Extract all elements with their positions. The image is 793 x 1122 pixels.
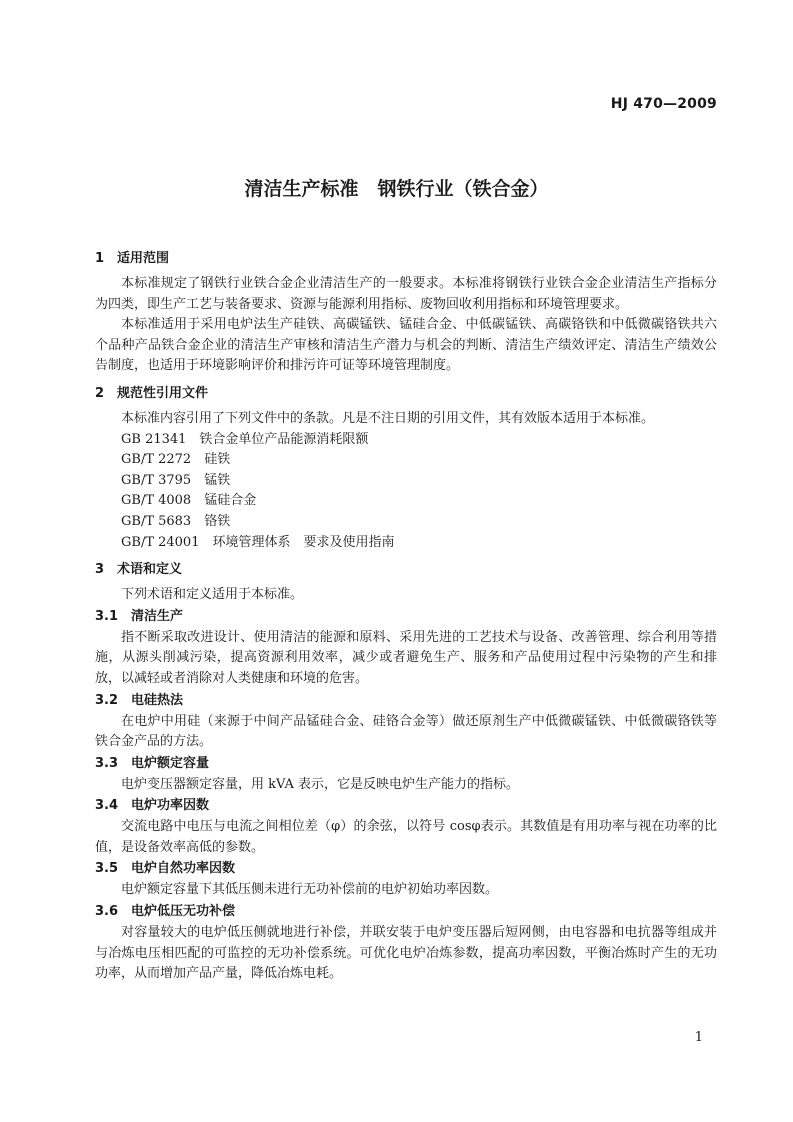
term-heading-cleaner-production: 3.1 清洁生产 <box>95 608 184 624</box>
section-heading-normative-references: 2 规范性引用文件 <box>95 385 209 401</box>
document-body <box>95 246 717 985</box>
term-definition: 电炉变压器额定容量，用 kVA 表示，它是反映电炉生产能力的指标。 <box>121 776 520 792</box>
paragraph: 本标准适用于采用电炉法生产硅铁、高碳锰铁、锰硅合金、中低碳锰铁、高碳铬铁和中低微碳铬铁共六个品种产品铁合金企业的清洁生产审核和清洁生产潜力与机会的判断、清洁生产绩效评定、清洁生产绩效公告制度，也适用于环境影响评价和排污许可证等环境管理制度。 <box>95 317 717 374</box>
reference-item: GB/T 2272 硅铁 <box>121 452 231 468</box>
term-definition: 对容量较大的电炉低压侧就地进行补偿，并联安装于电炉变压器后短网侧，由电容器和电抗器等组成并与冶炼电压相匹配的可监控的无功补偿系统。可优化电炉冶炼参数，提高功率因数，平衡冶炼时产生的无功功率，从而增加产品产量，降低冶炼电耗。 <box>95 925 717 982</box>
paragraph: 本标准规定了钢铁行业铁合金企业清洁生产的一般要求。本标准将钢铁行业铁合金企业清洁生产指标分为四类，即生产工艺与装备要求、资源与能源利用指标、废物回收利用指标和环境管理要求。 <box>95 276 717 312</box>
term-definition: 指不断采取改进设计、使用清洁的能源和原料、采用先进的工艺技术与设备、改善管理、综合利用等措施，从源头削减污染，提高资源利用效率，减少或者避免生产、服务和产品使用过程中污染物的产生和排放，以减轻或者消除对人类健康和环境的危害。 <box>95 629 717 686</box>
reference-item: GB/T 4008 锰硅合金 <box>121 493 257 509</box>
document-title: 清洁生产标准 钢铁行业（铁合金） <box>244 178 549 200</box>
term-definition: 电炉额定容量下其低压侧未进行无功补偿前的电炉初始功率因数。 <box>121 882 499 898</box>
term-heading-rated-capacity: 3.3 电炉额定容量 <box>95 755 210 771</box>
paragraph: 本标准内容引用了下列文件中的条款。凡是不注日期的引用文件，其有效版本适用于本标准。 <box>121 410 655 426</box>
reference-item: GB 21341 铁合金单位产品能源消耗限额 <box>121 431 369 447</box>
term-definition: 交流电路中电压与电流之间相位差（φ）的余弦，以符号 cosφ表示。其数值是有用功率与视在功率的比值，是设备效率高低的参数。 <box>95 819 717 855</box>
term-heading-reactive-compensation: 3.6 电炉低压无功补偿 <box>95 904 236 920</box>
standard-number: HJ 470—2009 <box>610 96 717 112</box>
page-number: 1 <box>694 1030 703 1045</box>
paragraph: 下列术语和定义适用于本标准。 <box>121 587 304 603</box>
reference-item: GB/T 5683 铬铁 <box>121 513 231 529</box>
term-heading-power-factor: 3.4 电炉功率因数 <box>95 798 210 814</box>
term-heading-natural-power-factor: 3.5 电炉自然功率因数 <box>95 861 236 877</box>
term-definition: 在电炉中用硅（来源于中间产品锰硅合金、硅铬合金等）做还原剂生产中低微碳锰铁、中低微碳铬铁等铁合金产品的方法。 <box>95 713 717 750</box>
reference-item: GB/T 24001 环境管理体系 要求及使用指南 <box>121 534 395 550</box>
section-heading-scope: 1 适用范围 <box>95 251 170 266</box>
term-heading-electro-silicothermic: 3.2 电硅热法 <box>95 692 184 708</box>
section-heading-terms-definitions: 3 术语和定义 <box>95 562 183 578</box>
reference-item: GB/T 3795 锰铁 <box>121 472 231 488</box>
